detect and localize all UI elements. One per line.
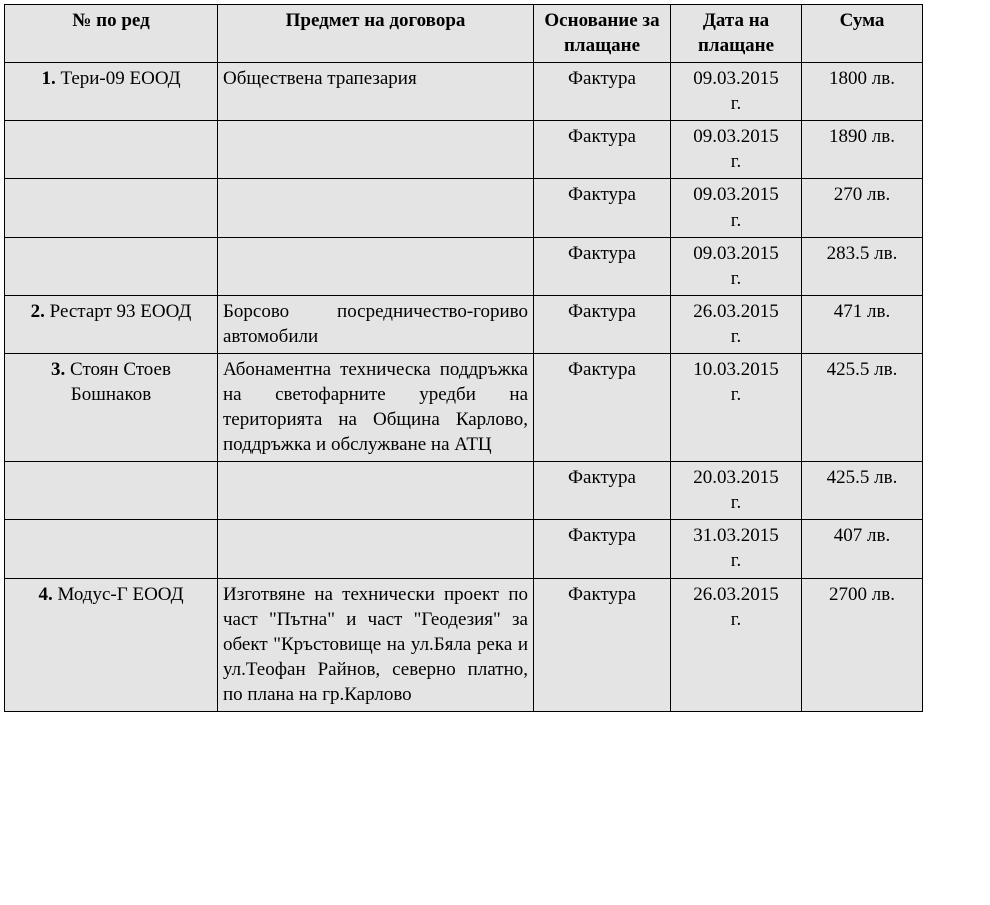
cell-subject: [218, 462, 534, 520]
supplier-index: 3.: [51, 358, 66, 380]
date-value: 10.03.2015: [693, 358, 779, 380]
date-value: 26.03.2015: [693, 300, 779, 322]
date-suffix: г.: [730, 492, 742, 514]
cell-supplier: [5, 578, 218, 711]
supplier-index: 1.: [41, 68, 56, 90]
cell-basis: Фактура: [534, 520, 671, 578]
cell-sum: 2700 лв.: [802, 578, 923, 711]
supplier-name: Тери-09 ЕООД: [60, 68, 181, 90]
table-row: [5, 121, 923, 179]
cell-subject: [218, 179, 534, 237]
cell-supplier: [5, 237, 218, 295]
cell-date: [671, 63, 802, 121]
table-header: [5, 5, 923, 63]
supplier-name: Модус-Г ЕООД: [57, 583, 184, 605]
date-suffix: г.: [730, 151, 742, 173]
cell-basis: Фактура: [534, 63, 671, 121]
cell-sum: 425.5 лв.: [802, 462, 923, 520]
supplier-name: Рестарт 93 ЕООД: [49, 300, 192, 322]
cell-basis: Фактура: [534, 237, 671, 295]
column-header-basis: Основание за плащане: [534, 5, 671, 63]
table-row: [5, 462, 923, 520]
cell-basis: Фактура: [534, 121, 671, 179]
date-value: 09.03.2015: [693, 126, 779, 148]
cell-subject: [218, 520, 534, 578]
cell-subject: Обществена трапезария: [218, 63, 534, 121]
cell-subject: Абонаментна техническа поддръжка на светофарните уредби на територията на Община Карлово, поддръжка и обслужване на АТЦ: [218, 353, 534, 461]
cell-date: [671, 462, 802, 520]
cell-subject: [218, 121, 534, 179]
date-suffix: г.: [730, 325, 742, 347]
date-value: 09.03.2015: [693, 68, 779, 90]
date-suffix: г.: [730, 550, 742, 572]
cell-basis: Фактура: [534, 295, 671, 353]
table-row: [5, 578, 923, 711]
cell-sum: 407 лв.: [802, 520, 923, 578]
supplier-index: 2.: [30, 300, 45, 322]
date-value: 26.03.2015: [693, 583, 779, 605]
cell-supplier: [5, 520, 218, 578]
cell-supplier: [5, 353, 218, 461]
cell-date: [671, 295, 802, 353]
cell-supplier: [5, 63, 218, 121]
cell-date: [671, 578, 802, 711]
table-header-row: [5, 5, 923, 63]
cell-sum: 1890 лв.: [802, 121, 923, 179]
cell-basis: Фактура: [534, 353, 671, 461]
date-value: 31.03.2015: [693, 525, 779, 547]
cell-subject: Изготвяне на технически проект по част "Пътна" и част "Геодезия" за обект "Кръстовище на ул.Бяла река и ул.Теофан Райнов, северно платно, по плана на гр.Карлово: [218, 578, 534, 711]
date-value: 09.03.2015: [693, 242, 779, 264]
supplier-index: 4.: [38, 583, 53, 605]
cell-date: [671, 179, 802, 237]
date-suffix: г.: [730, 267, 742, 289]
table-row: [5, 63, 923, 121]
cell-supplier: [5, 462, 218, 520]
date-suffix: г.: [730, 209, 742, 231]
cell-subject: [218, 237, 534, 295]
cell-supplier: [5, 179, 218, 237]
cell-date: [671, 121, 802, 179]
cell-basis: Фактура: [534, 578, 671, 711]
table-row: [5, 520, 923, 578]
date-suffix: г.: [730, 608, 742, 630]
table-body: [5, 63, 923, 712]
date-value: 20.03.2015: [693, 467, 779, 489]
cell-subject: Борсово посредничество-гориво автомобили: [218, 295, 534, 353]
table-row: [5, 353, 923, 461]
cell-sum: 283.5 лв.: [802, 237, 923, 295]
cell-supplier: [5, 121, 218, 179]
cell-date: [671, 237, 802, 295]
table-row: [5, 179, 923, 237]
column-header-sum: Сума: [802, 5, 923, 63]
table-row: [5, 295, 923, 353]
date-suffix: г.: [730, 384, 742, 406]
date-suffix: г.: [730, 93, 742, 115]
cell-date: [671, 353, 802, 461]
cell-sum: 425.5 лв.: [802, 353, 923, 461]
cell-supplier: [5, 295, 218, 353]
cell-date: [671, 520, 802, 578]
contracts-table: [4, 4, 923, 712]
cell-sum: 270 лв.: [802, 179, 923, 237]
table-row: [5, 237, 923, 295]
cell-basis: Фактура: [534, 462, 671, 520]
column-header-subject: Предмет на договора: [218, 5, 534, 63]
cell-sum: 1800 лв.: [802, 63, 923, 121]
column-header-date: Дата на плащане: [671, 5, 802, 63]
column-header-index: № по ред: [5, 5, 218, 63]
cell-basis: Фактура: [534, 179, 671, 237]
cell-sum: 471 лв.: [802, 295, 923, 353]
supplier-name: Стоян Стоев Бошнаков: [70, 358, 171, 406]
date-value: 09.03.2015: [693, 184, 779, 206]
